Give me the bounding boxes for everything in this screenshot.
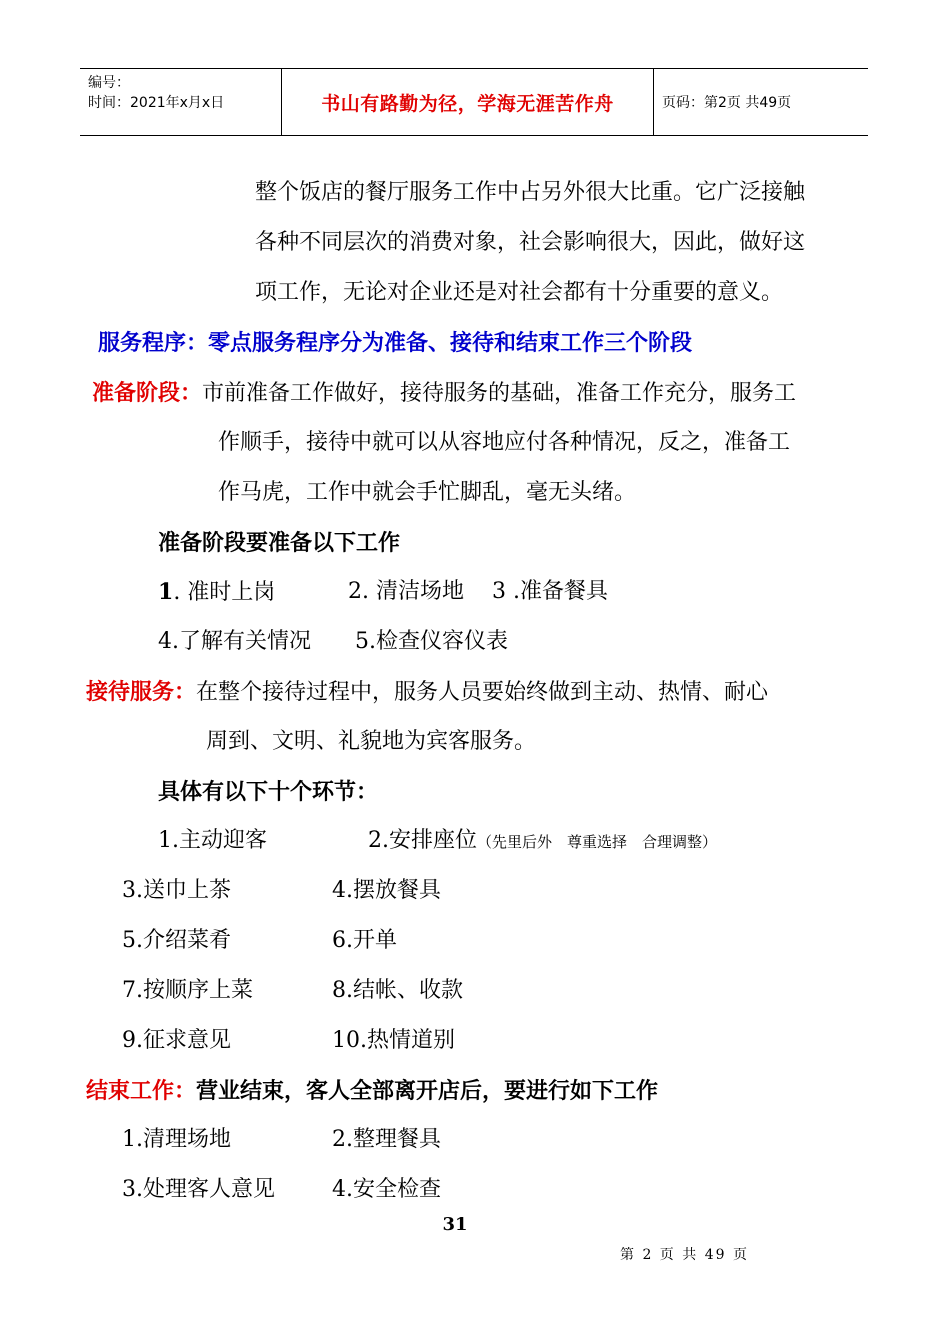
prep-subheading: 准备阶段要准备以下工作	[158, 530, 401, 556]
reception-step-3: 3.送巾上茶	[122, 878, 231, 903]
reception-step-8: 8.结帐、收款	[332, 978, 463, 1003]
prep-paragraph-first	[92, 378, 796, 409]
prep-item-1-text: . 准时上岗	[173, 580, 276, 605]
header-page-info: 页码：第2页 共49页	[662, 95, 792, 111]
header-motto: 书山有路勤为径，学海无涯苦作舟	[282, 69, 654, 135]
reception-step-9: 9.征求意见	[122, 1028, 231, 1053]
reception-step-2	[368, 826, 717, 857]
reception-line-2: 周到、文明、礼貌地为宾客服务。	[206, 729, 537, 754]
prep-line-2: 作顺手，接待中就可以从容地应付各种情况，反之，准备工	[218, 430, 791, 455]
procedure-heading: 服务程序：零点服务程序分为准备、接待和结束工作三个阶段	[98, 330, 693, 356]
header-meta	[80, 69, 282, 135]
number-label: 编号：	[88, 75, 130, 91]
closing-item-4: 4.安全检查	[332, 1177, 441, 1202]
closing-item-2: 2.整理餐具	[332, 1127, 441, 1152]
prep-label: 准备阶段：	[92, 380, 203, 406]
closing-item-3: 3.处理客人意见	[122, 1177, 275, 1202]
page-number: 31	[442, 1214, 468, 1235]
prep-item-1-num: 1	[158, 579, 174, 605]
seat-note: （先里后外 尊重选择 合理调整）	[477, 833, 718, 851]
time-label: 时间：2021年x月x日	[88, 95, 225, 111]
prep-line-3: 作马虎，工作中就会手忙脚乱，毫无头绪。	[218, 480, 637, 505]
prep-item-2: 2. 清洁场地	[348, 579, 464, 604]
intro-line-3: 项工作，无论对企业还是对社会都有十分重要的意义。	[255, 280, 784, 305]
reception-step-7: 7.按顺序上菜	[122, 978, 253, 1003]
reception-step-1: 1.主动迎客	[158, 828, 267, 853]
closing-text: 营业结束，客人全部离开店后，要进行如下工作	[196, 1078, 659, 1104]
prep-line-1: 市前准备工作做好，接待服务的基础，准备工作充分，服务工	[202, 381, 797, 406]
reception-step-2-text: 2.安排座位	[368, 828, 477, 853]
prep-item-5: 5.检查仪容仪表	[355, 629, 508, 654]
prep-item-4: 4.了解有关情况	[158, 629, 311, 654]
closing-heading	[86, 1076, 658, 1106]
prep-item-1	[158, 577, 275, 608]
reception-line-1: 在整个接待过程中，服务人员要始终做到主动、热情、耐心	[196, 680, 769, 705]
reception-subheading: 具体有以下十个环节：	[158, 779, 379, 805]
closing-label: 结束工作：	[86, 1078, 197, 1104]
reception-step-6: 6.开单	[332, 928, 397, 953]
intro-line-2: 各种不同层次的消费对象，社会影响很大，因此，做好这	[255, 230, 806, 255]
reception-label: 接待服务：	[86, 679, 197, 705]
prep-item-3: 3 .准备餐具	[492, 579, 608, 604]
reception-paragraph-first	[86, 677, 768, 708]
closing-item-1: 1.清理场地	[122, 1127, 231, 1152]
reception-step-4: 4.摆放餐具	[332, 878, 441, 903]
page-header	[80, 68, 868, 136]
page-footer: 第 2 页 共 49 页	[620, 1247, 749, 1263]
reception-step-5: 5.介绍菜肴	[122, 928, 231, 953]
intro-line-1: 整个饭店的餐厅服务工作中占另外很大比重。它广泛接触	[255, 180, 806, 205]
reception-step-10: 10.热情道别	[332, 1028, 455, 1053]
